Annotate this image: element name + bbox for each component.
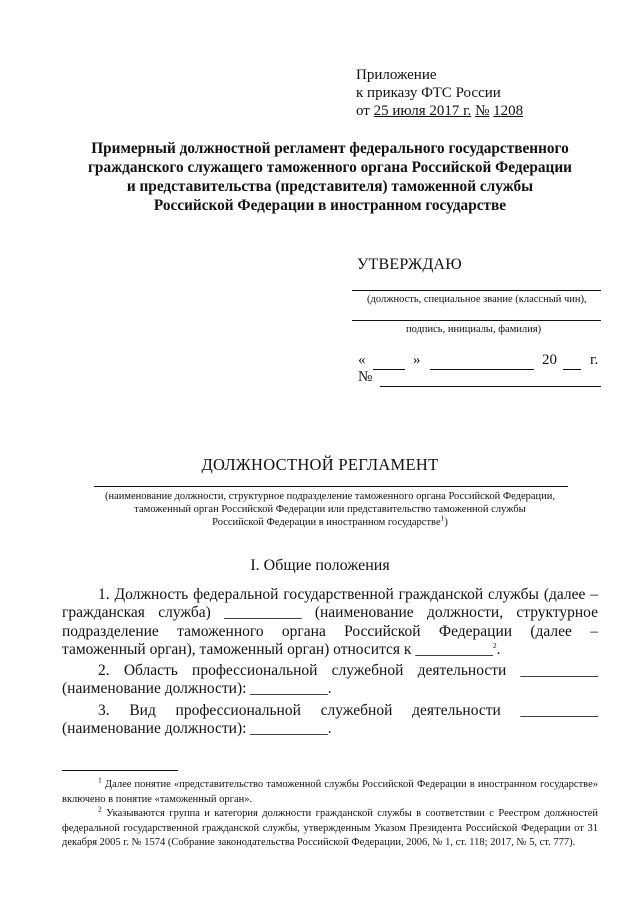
signature-caption: подпись, инициалы, фамилия) bbox=[406, 324, 542, 335]
appendix-number: 1208 bbox=[493, 103, 524, 119]
title-line-4: Российской Федерации в иностранном государстве bbox=[153, 197, 507, 214]
position-caption: (должность, специальное звание (классный чин), bbox=[367, 294, 587, 305]
paragraph-2: 2. Область профессиональной служебной деятельности __________ (наименование должности): __________. bbox=[62, 662, 598, 698]
footnote-ref-1: 1 bbox=[440, 513, 445, 523]
day-blank bbox=[373, 369, 405, 370]
month-blank bbox=[430, 369, 534, 370]
title-line-1: Примерный должностной регламент федерального государственного bbox=[91, 140, 569, 157]
paragraph-3: 3. Вид профессиональной служебной деятельности __________ (наименование должности): __________. bbox=[62, 701, 598, 738]
paragraph-1-end: . bbox=[496, 640, 501, 658]
approval-heading: УТВЕРЖДАЮ bbox=[357, 256, 462, 273]
year-prefix: 20 bbox=[542, 352, 557, 368]
appendix-line-2: к приказу ФТС России bbox=[356, 85, 501, 101]
caption-close: ) bbox=[444, 517, 448, 528]
quote-close: » bbox=[413, 352, 421, 368]
appendix-line-3 bbox=[356, 102, 523, 120]
number-sign: № bbox=[358, 369, 373, 385]
section-body bbox=[62, 586, 598, 738]
caption-line-3-text: Российской Федерации в иностранном государстве bbox=[212, 517, 441, 528]
title-line-3: и представительства (представителя) таможенной службы bbox=[126, 178, 534, 195]
footnote-1-mark: 1 bbox=[98, 775, 102, 785]
title-line-2: гражданского служащего таможенного органа Российской Федерации bbox=[87, 159, 572, 176]
paragraph-1 bbox=[62, 586, 598, 659]
appendix-number-sign: № bbox=[475, 103, 490, 119]
paragraph-1-text: 1. Должность федеральной государственной гражданской службы (далее – гражданская служба) __________ (наименование должности, структурное подразделение таможенного органа Российской Федерации (далее – таможенный орган), таможенный орган) относится к __________ bbox=[62, 586, 598, 658]
signature-line bbox=[352, 320, 601, 321]
document-title bbox=[60, 139, 600, 215]
caption-line-3 bbox=[90, 513, 570, 529]
number-blank bbox=[380, 386, 601, 387]
section-heading: I. Общие положения bbox=[250, 557, 390, 574]
appendix-line-1: Приложение bbox=[356, 67, 437, 83]
caption-line-1: (наименование должности, структурное подразделение таможенного органа Российской Федерации, bbox=[104, 491, 556, 502]
footnote-2-text: Указываются группа и категория должности гражданской службы в соответствии с Реестром должностей федеральной государственной гражданской службы, утвержденным Указом Президента Российской Федерации от 31 декабря 2005 г. № 1574 (Собрание законодательства Российской Федерации, 2006, № 1, ст. 118; 2017, № 5, ст. 777). bbox=[62, 808, 598, 848]
footnote-2 bbox=[62, 804, 598, 851]
quote-open: « bbox=[358, 352, 366, 368]
position-line bbox=[352, 290, 601, 291]
year-suffix: г. bbox=[590, 352, 599, 368]
regulation-line bbox=[94, 486, 568, 487]
appendix-block bbox=[356, 66, 523, 120]
appendix-date: 25 июля 2017 г. bbox=[373, 103, 472, 119]
footnote-1 bbox=[62, 775, 598, 807]
regulation-caption bbox=[90, 490, 570, 529]
footnotes bbox=[62, 775, 598, 851]
regulation-heading: ДОЛЖНОСТНОЙ РЕГЛАМЕНТ bbox=[201, 455, 439, 474]
caption-line-2: таможенный орган Российской Федерации или представительство таможенной службы bbox=[134, 504, 526, 515]
footnote-1-text: Далее понятие «представительство таможенной службы Российской Федерации в иностранном государстве» включено в понятие «таможенный орган». bbox=[62, 779, 598, 805]
year-blank bbox=[563, 369, 581, 370]
appendix-from: от bbox=[356, 103, 370, 119]
footnote-ref-2: 2 bbox=[492, 640, 497, 650]
footnote-2-mark: 2 bbox=[98, 804, 102, 814]
footnote-separator bbox=[62, 770, 178, 771]
